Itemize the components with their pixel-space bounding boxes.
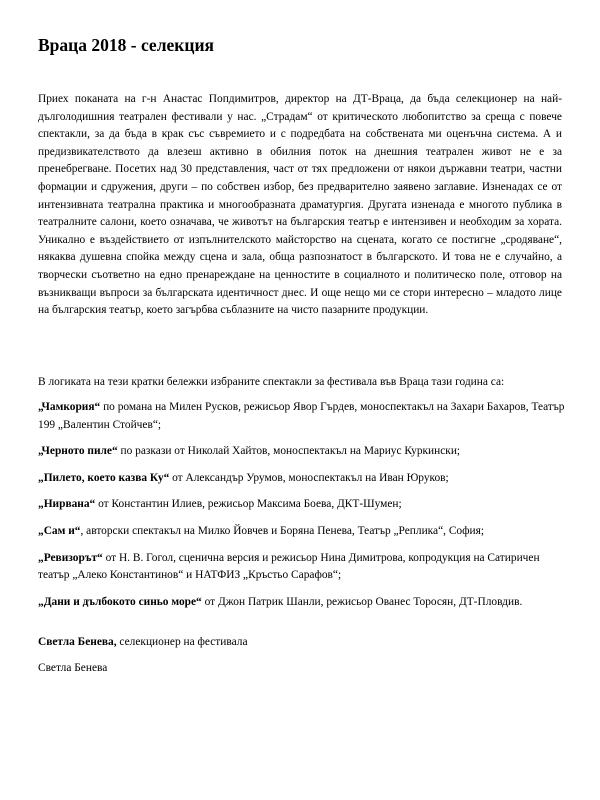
list-item — [38, 594, 568, 612]
show-details: по разкази от Николай Хайтов, моноспектакъл на Мариус Куркински; — [117, 445, 461, 458]
show-title: „Пилето, което казва Ку“ — [38, 471, 170, 484]
signature-footer: Светла Бенева — [38, 662, 108, 674]
show-title: „Нирвана“ — [38, 498, 96, 511]
show-title: „Ревизорът“ — [38, 551, 103, 564]
intro-paragraph: Приех поканата на г-н Анастас Попдимитров, директор на ДТ-Враца, да бъда селекционер на най-дълголодишния театрален фестивали у нас. „Страдам“ от критическото любопитство за среща с повече спектакли, за да бъда в крак със съвремието и с подредбата на собствената ми оценъчна система. А и предизвикателството да влезеш активно в обилния поток на днешния театрален живот не е за пренебрегване. Посетих над 30 представления, част от тях предложени от някои държавни театри, частни формации и сдружения, други – по собствен избор, без предварително заявено заглавие. Изненадах се от интензивната театрална практика и многообразната драматургия. Другата изненада е многото публика в театралните салони, което означава, че животът на българския театър е интензивен и необходим за хората. Уникално е въздействието от изпълнителското майсторство на сцената, когато се постигне „сродяване“, някаква душевна спойка между сцена и зала, обща разпознатост в българското. И това не е случайно, а творчески съответно на едно пренареждане на ценностите в социалното и политическо поле, отговор на възникващи въпроси за българската идентичност днес. И още нещо ми се стори интересно – младото лице на българския театър, което загърбва съблазните на чисто пазарните продукции. — [38, 93, 562, 317]
show-details: от Джон Патрик Шанли, режисьор Ованес Торосян, ДТ-Пловдив. — [201, 595, 523, 608]
list-item — [38, 496, 568, 514]
list-item — [38, 470, 568, 488]
list-item — [38, 399, 568, 434]
show-title: „Чамкория“ — [38, 401, 101, 413]
show-details: по романа на Милен Русков, режисьор Явор Гърдев, моноспектакъл на Захари Бахаров, Театър 199 „Валентин Стойчев“; — [38, 401, 565, 431]
selection-lead: В логиката на тези кратки бележки избраните спектакли за фестивала във Враца тази година са: — [38, 376, 505, 388]
list-item — [38, 550, 568, 585]
show-title: „Дани и дълбокото синьо море“ — [38, 595, 202, 608]
show-details: от Александър Урумов, моноспектакъл на Иван Юруков; — [169, 471, 449, 484]
show-title: „Черното пиле“ — [38, 445, 118, 458]
selected-shows-list — [38, 399, 568, 620]
show-details: от Н. В. Гогол, сценична версия и режисьор Нина Димитрова, копродукция на Сатиричен театър „Алеко Константинов“ и НАТФИЗ „Кръстьо Сарафов“; — [38, 551, 540, 582]
signature-role: селекционер на фестивала — [116, 636, 248, 648]
page-title: Враца 2018 - селекция — [38, 35, 214, 55]
signature-name: Светла Бенева, — [38, 636, 117, 648]
list-item — [38, 443, 568, 461]
show-details: , авторски спектакъл на Милко Йовчев и Боряна Пенева, Театър „Реплика“, София; — [80, 524, 485, 537]
show-title: „Сам и“ — [38, 524, 81, 537]
show-details: от Константин Илиев, режисьор Максима Боева, ДКТ-Шумен; — [95, 498, 402, 511]
signature-line — [38, 634, 248, 651]
list-item — [38, 523, 568, 541]
